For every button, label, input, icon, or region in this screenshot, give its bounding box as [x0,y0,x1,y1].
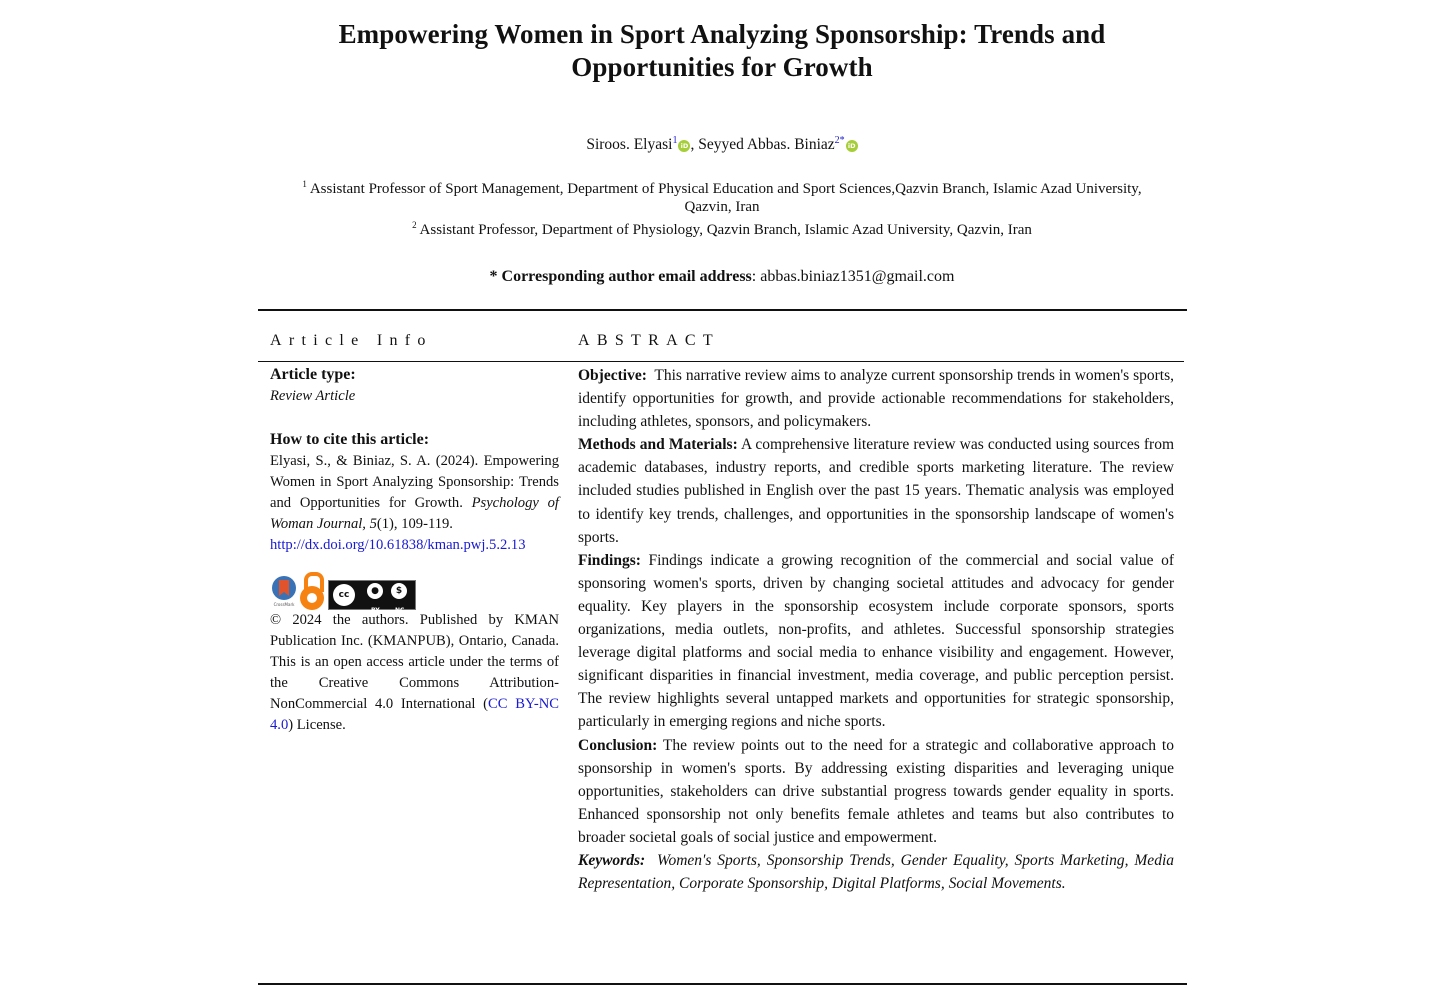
author-name: Siroos. Elyasi [586,136,673,154]
paper-title: Empowering Women in Sport Analyzing Sponsorship: Trends and Opportunities for Growth [338,19,1106,82]
article-type-value: Review Article [270,388,356,404]
affiliation-1: $^1$ Assistant Professor of Sport Management, Department of Physical Education and Sport Sciences,Qazvin Branch, Islamic Azad University, Qazvin, Iran [302,179,1142,215]
cc-by-person-icon: ● [367,583,383,599]
crossmark-icon[interactable]: CrossMark [270,574,298,610]
corresponding-author: * Corresponding author email address: abbas.biniaz1351@gmail.com [489,268,955,285]
orcid-icon[interactable]: iD [846,140,858,152]
header-divider [258,361,1184,362]
author-name: Seyyed Abbas. Biniaz [698,136,835,154]
bottom-divider [258,983,1187,985]
author-list: Siroos. Elyasi$^1$iD , Seyyed Abbas. Biniaz$^{2*}$iD [258,135,1186,154]
license-logos [270,570,559,614]
author-affiliation-marker: 2* [834,135,845,146]
affiliation-2: $^2$ Assistant Professor, Department of Physiology, Qazvin Branch, Islamic Azad University, Qazvin, Iran [412,220,1032,238]
open-access-icon [300,572,324,610]
top-divider [258,309,1187,311]
corresponding-email[interactable]: abbas.biniaz1351@gmail.com [760,268,955,285]
affiliations [290,175,1154,239]
abstract-objective: Objective: This narrative review aims to analyze current sponsorship trends in women's sports, identify opportunities for growth, and provide actionable recommendations for stakeholders, including athletes, sponsors, and policymakers. [578,367,1178,431]
journal-name: Psychology of Woman Journal, 5 [270,495,559,532]
abstract-conclusion: Conclusion: The review points out to the need for a strategic and collaborative approach to sponsorship in women's sports. By addressing existing disparities and leveraging unique opportunities, stakeholders can drive substantial progress towards gender equality in sports. Enhanced sponsorship not only benefits female athletes and teams but also contributes to broader societal goals of social justice and empowerment. [578,736,1174,846]
author-affiliation-marker: 1 [672,135,678,146]
cite-label: How to cite this article: [270,431,430,448]
cc-nc-icon: $ [391,583,407,599]
article-type-label: Article type: [270,366,356,383]
license-text: © 2024 the authors. Published by KMAN Publication Inc. (KMANPUB), Ontario, Canada. This is an open access article under the terms of the Creative Commons Attribution-NonCommercial 4.0 International (CC BY-NC 4.0) License. [270,612,560,733]
cc-license-link[interactable]: CC BY-NC 4.0 [270,696,560,733]
orcid-icon[interactable]: iD [678,140,690,152]
article-info-header: Article Info [270,332,433,349]
abstract-body [578,364,1178,895]
citation-text: Elyasi, S., & Biniaz, S. A. (2024). Empowering Women in Sport Analyzing Sponsorship: Trends and Opportunities for Growth. Psychology of Woman Journal, 5(1), 109-119. [270,453,559,532]
corresponding-label: * Corresponding author email address [489,268,752,285]
article-info-column [270,364,559,736]
doi-link[interactable]: http://dx.doi.org/10.61838/kman.pwj.5.2.13 [270,537,526,553]
abstract-findings: Findings: Findings indicate a growing recognition of the commercial and social value of sponsoring women's sports, driven by changing societal attitudes and advocacy for gender equality. Key players in the sponsorship ecosystem include corporate sponsors, sports organizations, media outlets, non-profits, and athletes. Successful sponsorship strategies leverage digital platforms and social media to enhance visibility and engagement. However, significant disparities in financial investment, media coverage, and public perception persist. The review highlights several untapped markets and opportunities for strategic sponsorship, particularly in emerging regions and niche sports. [578,551,1174,731]
abstract-keywords: Keywords: Women's Sports, Sponsorship Trends, Gender Equality, Sports Marketing, Media Representation, Corporate Sponsorship, Digital Platforms, Social Movements. [578,851,1178,893]
abstract-methods: Methods and Materials: A comprehensive literature review was conducted using sources from academic databases, industry reports, and credible sports marketing literature. The review included studies published in English over the past 15 years. Thematic analysis was employed to identify key trends, challenges, and opportunities in the sponsorship landscape of women's sports. [578,436,1174,546]
cc-by-nc-badge-icon[interactable]: cc ● $ BY NC [328,580,416,610]
abstract-header: ABSTRACT [578,332,720,349]
